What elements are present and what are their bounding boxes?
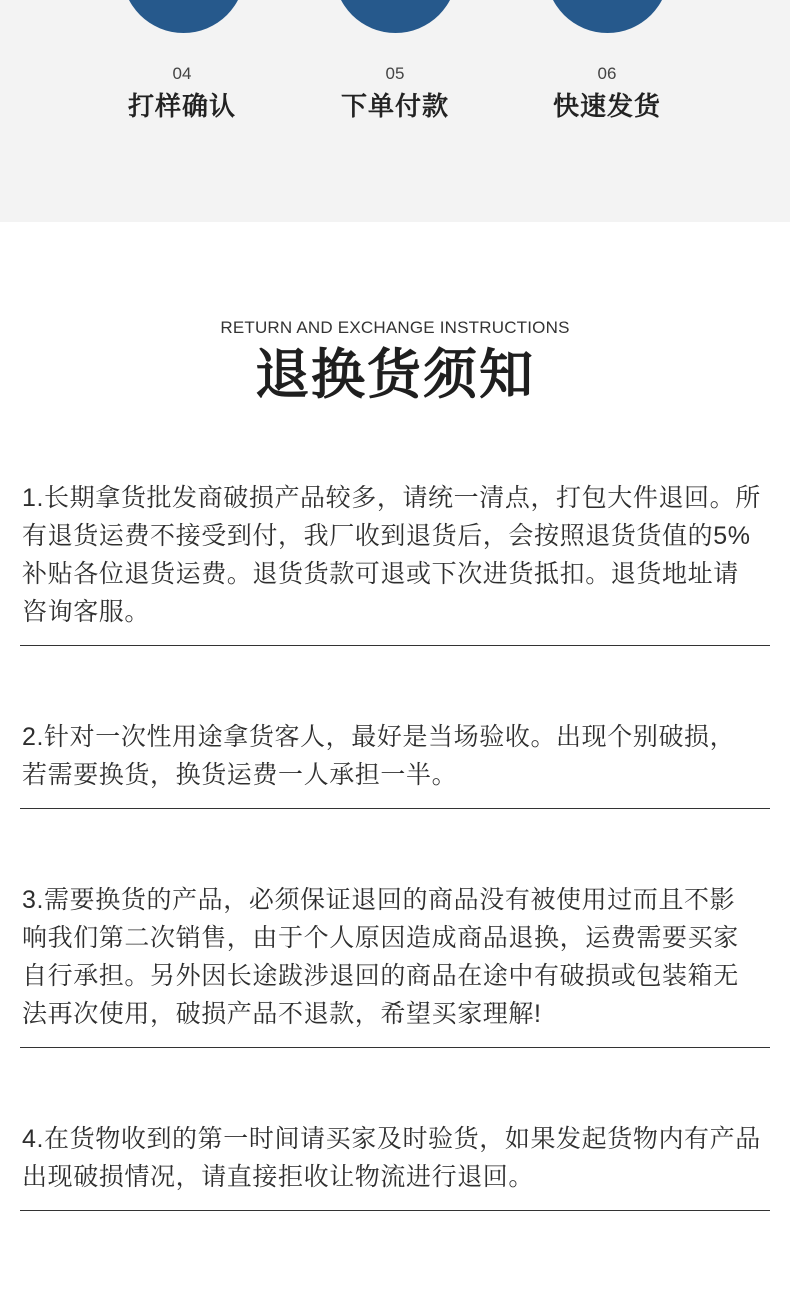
notice-line: 若需要换货，换货运费一人承担一半。 — [22, 761, 458, 789]
notice-item-3 — [20, 809, 770, 1048]
notice-item-4 — [20, 1048, 770, 1211]
notice-item-1 — [20, 479, 770, 646]
notice-line: 自行承担。另外因长途跋涉退回的商品在途中有破损或包装箱无 — [22, 962, 739, 990]
notice-line: 3.需要换货的产品，必须保证退回的商品没有被使用过而且不影 — [22, 886, 736, 914]
process-steps-section — [0, 0, 790, 222]
step-number: 06 — [597, 64, 617, 83]
section-title: 退换货须知 — [255, 345, 535, 405]
notice-line: 4.在货物收到的第一时间请买家及时验货，如果发起货物内有产品 — [22, 1125, 761, 1153]
notice-line: 法再次使用，破损产品不退款，希望买家理解! — [22, 1000, 542, 1028]
notice-line: 补贴各位退货运费。退货货款可退或下次进货抵扣。退货地址请 — [22, 560, 739, 588]
step-04 — [92, 64, 272, 122]
step-05-circle — [334, 0, 457, 33]
return-exchange-section — [0, 222, 790, 1211]
step-label: 打样确认 — [127, 91, 236, 121]
step-number: 04 — [172, 64, 192, 83]
step-label: 快速发货 — [552, 91, 661, 121]
notice-list — [0, 479, 790, 1211]
step-label: 下单付款 — [340, 91, 449, 121]
notice-line: 出现破损情况，请直接拒收让物流进行退回。 — [22, 1163, 535, 1191]
step-04-circle — [122, 0, 245, 33]
notice-line: 2.针对一次性用途拿货客人，最好是当场验收。出现个别破损， — [22, 723, 736, 751]
step-05 — [305, 64, 485, 122]
step-06 — [517, 64, 697, 122]
notice-item-2 — [20, 646, 770, 809]
notice-line: 咨询客服。 — [22, 598, 151, 626]
notice-line: 有退货运费不接受到付，我厂收到退货后，会按照退货货值的5% — [22, 522, 751, 550]
notice-line: 1.长期拿货批发商破损产品较多，请统一清点，打包大件退回。所 — [22, 484, 761, 512]
notice-line: 响我们第二次销售，由于个人原因造成商品退换，运费需要买家 — [22, 924, 739, 952]
section-subtitle: RETURN AND EXCHANGE INSTRUCTIONS — [220, 318, 570, 337]
step-06-circle — [546, 0, 669, 33]
step-number: 05 — [385, 64, 405, 83]
